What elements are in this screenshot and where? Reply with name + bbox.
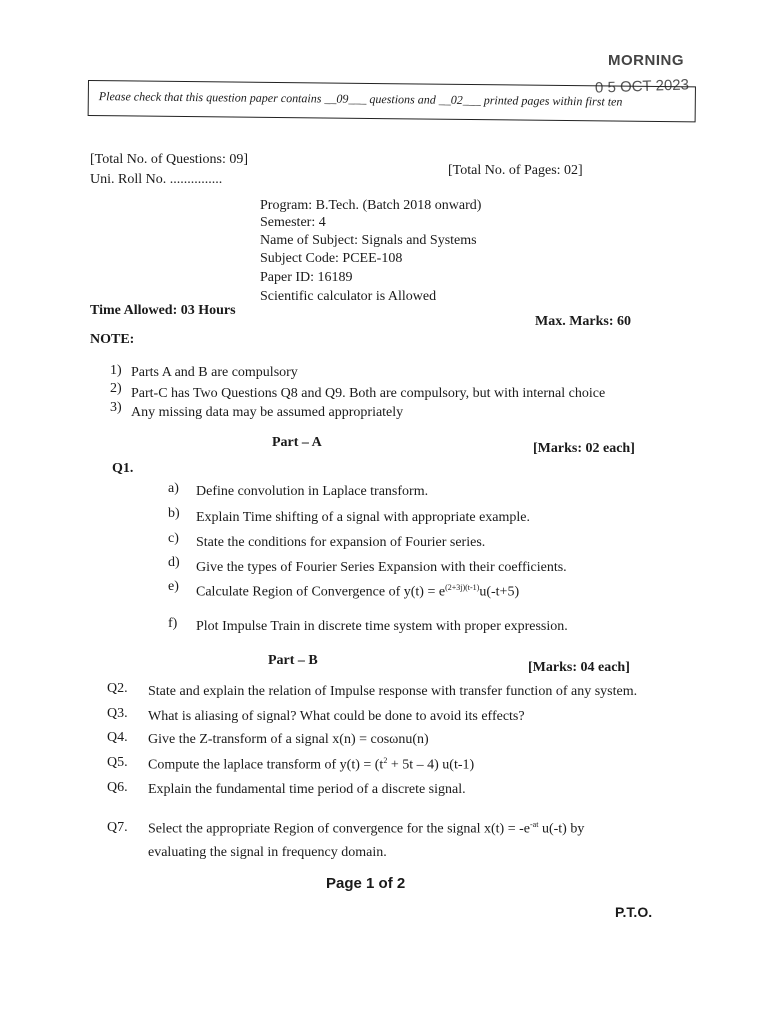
program: Program: B.Tech. (Batch 2018 onward) [260, 198, 482, 213]
q1-item-text: Plot Impulse Train in discrete time system with proper expression. [196, 619, 568, 634]
total-pages: [Total No. of Pages: 02] [448, 163, 583, 178]
note-heading: NOTE: [90, 332, 135, 347]
session-stamp: MORNING [608, 52, 684, 69]
question-text: State and explain the relation of Impulse response with transfer function of any system. [148, 684, 638, 699]
q1-item-letter: f) [168, 616, 178, 631]
question-text: Compute the laplace transform of $y(t) = (t^2 + 5t - 4)$ u(t-1) [148, 756, 475, 773]
q1-item-text: State the conditions for expansion of Fourier series. [196, 535, 486, 550]
q1-item-text: Define convolution in Laplace transform. [196, 484, 429, 499]
q1-item-letter: b) [168, 506, 180, 521]
paper-id: Paper ID: 16189 [260, 270, 353, 285]
question-number: Q3. [107, 706, 128, 721]
note-number: 3) [110, 400, 122, 415]
question-number: Q4. [107, 730, 128, 745]
note-text: Parts A and B are compulsory [131, 365, 298, 380]
exponent: -at [530, 820, 539, 829]
date-stamp: 0 5 OCT 2023 [594, 76, 690, 97]
q1-item-text: Give the types of Fourier Series Expansion with their coefficients. [196, 560, 567, 575]
check-notice-text: Please check that this question paper contains __09___ questions and __02___ printed pages within first ten [98, 89, 623, 109]
question-number: Q2. [107, 681, 128, 696]
check-notice-box [88, 80, 696, 122]
time-allowed: Time Allowed: 03 Hours [90, 303, 236, 318]
exponent: (2+3j)(t-1) [445, 583, 480, 592]
question-text: Select the appropriate Region of convergence for the signal $x(t) = -e^{-at}$ u(-t) by [148, 820, 585, 837]
total-questions: [Total No. of Questions: 09] [90, 152, 249, 167]
part-a-marks: [Marks: 02 each] [533, 441, 635, 456]
question-number: Q7. [107, 820, 128, 835]
question-text: Give the Z-transform of a signal x(n) = cosωnu(n) [148, 732, 429, 747]
question-number: Q6. [107, 780, 128, 795]
question-text: What is aliasing of signal? What could be done to avoid its effects? [148, 709, 525, 724]
part-a-title: Part – A [272, 435, 322, 450]
max-marks: Max. Marks: 60 [535, 314, 632, 329]
note-text: Part-C has Two Questions Q8 and Q9. Both are compulsory, but with internal choice [131, 386, 606, 401]
note-number: 1) [110, 363, 122, 378]
q1-item-letter: a) [168, 481, 179, 496]
part-b-marks: [Marks: 04 each] [528, 660, 630, 675]
q1-item-letter: d) [168, 555, 180, 570]
exponent: 2 [383, 756, 388, 765]
question-text: Explain the fundamental time period of a discrete signal. [148, 782, 466, 797]
roll-number: Uni. Roll No. ............... [90, 172, 223, 187]
calculator-note: Scientific calculator is Allowed [260, 289, 437, 304]
question-text-continued: evaluating the signal in frequency domain. [148, 845, 387, 860]
note-text: Any missing data may be assumed appropriately [131, 405, 404, 420]
part-b-title: Part – B [268, 653, 318, 668]
subject-name: Name of Subject: Signals and Systems [260, 233, 477, 248]
subject-code: Subject Code: PCEE-108 [260, 251, 403, 266]
q1-item-letter: c) [168, 531, 179, 546]
question-number: Q5. [107, 755, 128, 770]
q1-label: Q1. [112, 461, 134, 476]
note-number: 2) [110, 381, 122, 396]
q1-item-text: Calculate Region of Convergence of $y(t) = e^{(2+3j)(t-1)}u(-t+5)$ [196, 583, 520, 600]
page-number: Page 1 of 2 [326, 875, 406, 892]
q1-item-letter: e) [168, 579, 179, 594]
q1-item-text: Explain Time shifting of a signal with appropriate example. [196, 510, 530, 525]
pto-label: P.T.O. [615, 904, 653, 920]
semester: Semester: 4 [260, 215, 326, 230]
